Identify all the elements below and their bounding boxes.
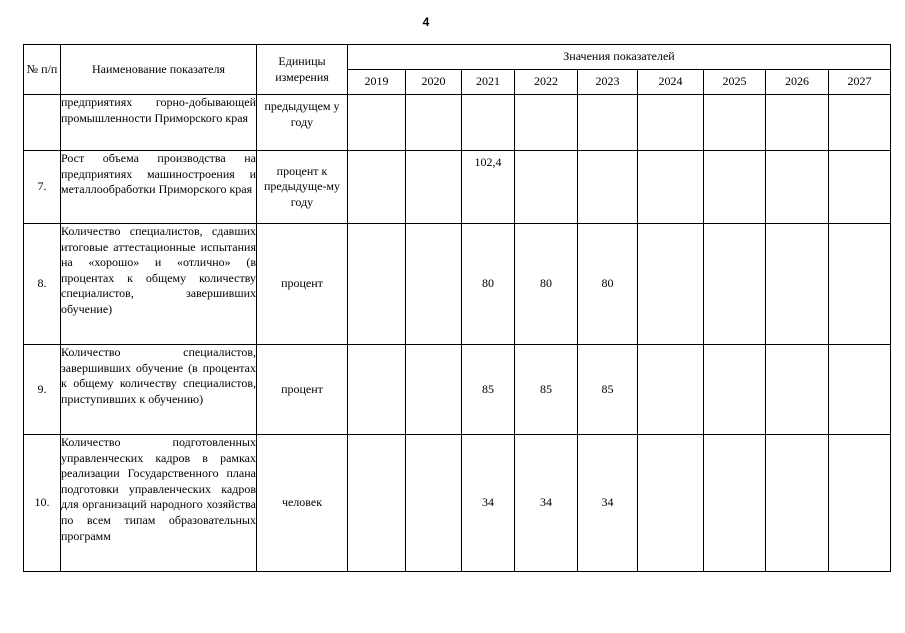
row-name: Количество подготовленных управленческих кадров в рамках реализации Государственного плана подготовки управленческих кадров для организаций народного хозяйства по всем типам образовательных программ [61,435,257,572]
indicators-table [23,44,891,572]
table-row [24,435,891,572]
row-unit: процент к предыдуще-му году [257,151,348,224]
header-values-group: Значения показателей [348,45,891,70]
row-value: 34 [462,435,515,572]
table-row [24,95,891,151]
header-year: 2025 [704,70,766,95]
row-value [578,95,638,151]
page-number: 4 [422,15,430,29]
row-value: 34 [515,435,578,572]
row-num: 9. [24,345,61,435]
row-value [578,151,638,224]
row-value: 34 [578,435,638,572]
row-value [348,151,406,224]
header-year: 2027 [829,70,891,95]
row-value [348,95,406,151]
row-value [766,151,829,224]
row-value [766,224,829,345]
row-value [638,224,704,345]
row-value [829,345,891,435]
row-value [638,151,704,224]
row-value [766,345,829,435]
row-value [348,224,406,345]
row-num: 7. [24,151,61,224]
row-value: 80 [578,224,638,345]
header-year: 2026 [766,70,829,95]
row-value [638,345,704,435]
row-value [704,95,766,151]
header-year: 2023 [578,70,638,95]
row-name: предприятиях горно-добывающей промышленности Приморского края [61,95,257,151]
row-value: 80 [515,224,578,345]
row-value: 80 [462,224,515,345]
header-num: № п/п [24,45,61,95]
row-value [638,435,704,572]
row-value [704,345,766,435]
row-value [638,95,704,151]
header-year: 2022 [515,70,578,95]
header-unit: Единицы измерения [257,45,348,95]
row-name: Рост объема производства на предприятиях машиностроения и металлообработки Приморского края [61,151,257,224]
row-name: Количество специалистов, завершивших обучение (в процентах к общему количеству специалистов, приступивших к обучению) [61,345,257,435]
row-value: 85 [515,345,578,435]
header-name: Наименование показателя [61,45,257,95]
row-num [24,95,61,151]
row-value [515,95,578,151]
row-value [406,95,462,151]
row-value [829,95,891,151]
row-value [406,435,462,572]
table-row [24,224,891,345]
row-num: 8. [24,224,61,345]
row-value [829,224,891,345]
row-value: 85 [462,345,515,435]
row-unit: процент [257,345,348,435]
header-year: 2024 [638,70,704,95]
row-value [829,435,891,572]
row-value [406,224,462,345]
row-num: 10. [24,435,61,572]
row-unit: процент [257,224,348,345]
table-row [24,151,891,224]
row-value [704,224,766,345]
row-value [766,435,829,572]
row-value [462,95,515,151]
row-unit: человек [257,435,348,572]
row-value [348,435,406,572]
row-name: Количество специалистов, сдавших итоговые аттестационные испытания на «хорошо» и «отлично» (в процентах к общему количеству специалистов, завершивших обучение) [61,224,257,345]
row-value [348,345,406,435]
header-year: 2021 [462,70,515,95]
row-value [406,151,462,224]
row-value [829,151,891,224]
row-value: 102,4 [462,151,515,224]
row-value [406,345,462,435]
row-value [704,151,766,224]
header-year: 2020 [406,70,462,95]
row-unit: предыдущем у году [257,95,348,151]
header-year: 2019 [348,70,406,95]
row-value [766,95,829,151]
table-row [24,345,891,435]
row-value [515,151,578,224]
row-value: 85 [578,345,638,435]
row-value [704,435,766,572]
